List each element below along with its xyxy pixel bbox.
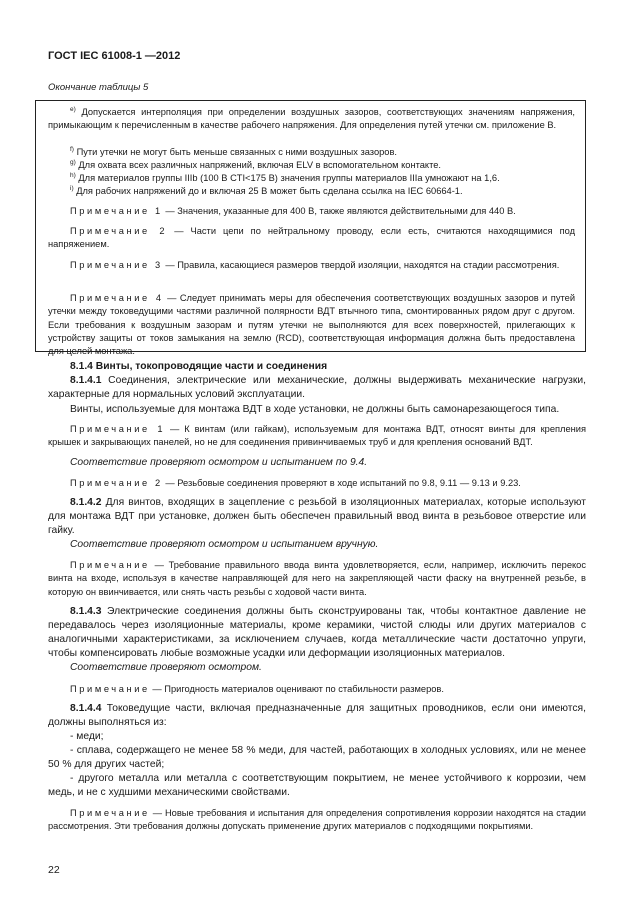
footnote-h bbox=[48, 172, 575, 185]
note-text: — Части цепи по нейтральному проводу, если есть, считаются находящимися под напряжением. bbox=[48, 226, 575, 250]
note-text: — Требование правильного ввода винта удовлетворяется, если, например, исключить перекос винта на входе, используя в качестве направляющей для него на закрепляющей части фаску на внутренней резьбе, в которую он ввинчивается, или снять часть резьбы с ходовой части винта. bbox=[48, 560, 586, 597]
footnote-mark: i) bbox=[70, 185, 74, 192]
clause-number: 8.1.4.3 bbox=[70, 606, 102, 617]
table-note-4 bbox=[48, 292, 575, 358]
note-text: — Следует принимать меры для обеспечения соответствующих воздушных зазоров и путей утечки между токоведущими частями различной полярности ВДТ втычного типа, смонтированных рядом друг с другом. Если требования к воздушным зазорам и путям утечки не выполняются для всех поверхностей, прилегающих к устройству защиты от токов замыкания на землю (RCD), соответствующая информация должна быть предоставлена для целей монтажа. bbox=[48, 293, 576, 357]
note-text: — Новые требования и испытания для определения сопротивления коррозии находятся на стадии рассмотрения. Эти требования должны допускать применение других материалов с подходящими покрытиями. bbox=[48, 808, 586, 832]
footnote-f bbox=[48, 146, 575, 159]
note-label: Примечание 1 bbox=[70, 424, 166, 434]
document-header: ГОСТ IEC 61008-1 —2012 bbox=[48, 50, 181, 62]
note-label: Примечание 4 bbox=[70, 293, 164, 303]
note-text: — Значения, указанные для 400 В, также являются действительными для 440 В. bbox=[162, 206, 516, 216]
note-text: — Правила, касающиеся размеров твердой изоляции, находятся на стадии рассмотрения. bbox=[162, 260, 560, 270]
footnote-i bbox=[48, 185, 575, 198]
note-text: — К винтам (или гайкам), используемым для монтажа ВДТ, относят винты для крепления крышек и закрывающих панелей, но не для соединения привинчиваемых труб и для крепления оснований ВДТ. bbox=[48, 424, 587, 448]
footnote-text: Для охвата всех различных напряжений, включая ELV в вспомогательном контакте. bbox=[78, 160, 442, 170]
clause-text: Электрические соединения должны быть сконструированы так, чтобы контактное давление не передавалось через изоляционные материалы, кроме керамики, чистой слюды или других материалов с аналогичными характеристиками, за исключением случаев, когда металлические части достаточно упруги, чтобы компенсировать любые возможные усадки или деформации изоляционных материалов. bbox=[48, 606, 586, 659]
footnote-text: Для материалов группы IIIb (100 В CTI<175 В) значения группы материалов IIIa умножают на 1,6. bbox=[78, 173, 500, 183]
clause-8-1-4-4 bbox=[48, 702, 586, 730]
clause-number: 8.1.4.4 bbox=[70, 703, 102, 714]
clause-text: Токоведущие части, включая предназначенные для защитных проводников, если они имеются, должны выполняться из: bbox=[48, 703, 586, 728]
footnote-e bbox=[48, 106, 575, 133]
note-text: — Резьбовые соединения проверяют в ходе испытаний по 9.8, 9.11 — 9.13 и 9.23. bbox=[162, 478, 521, 488]
note-1 bbox=[48, 423, 586, 450]
table-note-3 bbox=[48, 259, 575, 272]
note-label: Примечание 2 bbox=[70, 478, 163, 488]
footnote-text: Для рабочих напряжений до и включая 25 В может быть сделана ссылка на IEC 60664-1. bbox=[76, 186, 463, 196]
note-label: Примечание bbox=[70, 560, 150, 570]
compliance-text: Соответствие проверяют осмотром и испытанием по 9.4. bbox=[70, 457, 368, 468]
note-label: Примечание bbox=[70, 808, 150, 818]
clause-paragraph: Винты, используемые для монтажа ВДТ в ходе установки, не должны быть самонарезающегося типа. bbox=[70, 404, 560, 415]
footnote-g bbox=[48, 159, 575, 172]
clause-number: 8.1.4.2 bbox=[70, 497, 102, 508]
table-footnotes-box bbox=[35, 100, 586, 357]
note-text: — Пригодность материалов оценивают по стабильности размеров. bbox=[149, 684, 444, 694]
clause-8-1-4-1 bbox=[48, 374, 586, 402]
clause-8-1-4-3 bbox=[48, 605, 586, 661]
note bbox=[48, 683, 586, 696]
note bbox=[48, 807, 586, 834]
note-label: Примечание 2 bbox=[70, 226, 168, 236]
footnote-mark: g) bbox=[70, 159, 76, 166]
clause-text: Для винтов, входящих в зацепление с резьбой в изоляционных материалах, которые используют для монтажа ВДТ при установке, должен быть обеспечен правильный ввод винта в резьбовое отверстие или гайку. bbox=[48, 497, 586, 536]
footnote-mark: f) bbox=[70, 146, 74, 153]
footnote-text: Пути утечки не могут быть меньше связанных с ними воздушных зазоров. bbox=[76, 147, 397, 157]
table-caption: Окончание таблицы 5 bbox=[48, 82, 149, 93]
note-2 bbox=[48, 477, 586, 490]
compliance-text: Соответствие проверяют осмотром. bbox=[70, 662, 262, 673]
page-number: 22 bbox=[48, 864, 60, 876]
list-item: - сплава, содержащего не менее 58 % меди, для частей, работающих в холодных условиях, или не менее 50 % для других частей; bbox=[48, 745, 586, 770]
clause-8-1-4-2 bbox=[48, 496, 586, 538]
clause-number: 8.1.4.1 bbox=[70, 375, 102, 386]
table-note-1 bbox=[48, 205, 575, 218]
compliance-text: Соответствие проверяют осмотром и испытанием вручную. bbox=[70, 539, 379, 550]
footnote-mark: e) bbox=[70, 106, 76, 113]
table-note-2 bbox=[48, 225, 575, 252]
clause-text: Соединения, электрические или механические, должны выдерживать механические нагрузки, характерные для нормальных условий эксплуатации. bbox=[48, 375, 586, 400]
footnote-mark: h) bbox=[70, 172, 76, 179]
note-label: Примечание 3 bbox=[70, 260, 163, 270]
note-label: Примечание 1 bbox=[70, 206, 163, 216]
section-heading: 8.1.4 Винты, токопроводящие части и соединения bbox=[70, 361, 328, 372]
list-item: - другого металла или металла с соответствующим покрытием, не менее устойчивого к коррозии, чем медь, и не с худшими механическими свойствами. bbox=[48, 773, 586, 798]
note-label: Примечание bbox=[70, 684, 150, 694]
list-item: - меди; bbox=[70, 731, 104, 742]
footnote-text: Допускается интерполяция при определении воздушных зазоров, соответствующих значениям напряжения, примыкающим к перечисленным в качестве рабочего напряжения. Для определения путей утечки см. приложение B. bbox=[48, 107, 575, 131]
note bbox=[48, 559, 586, 599]
